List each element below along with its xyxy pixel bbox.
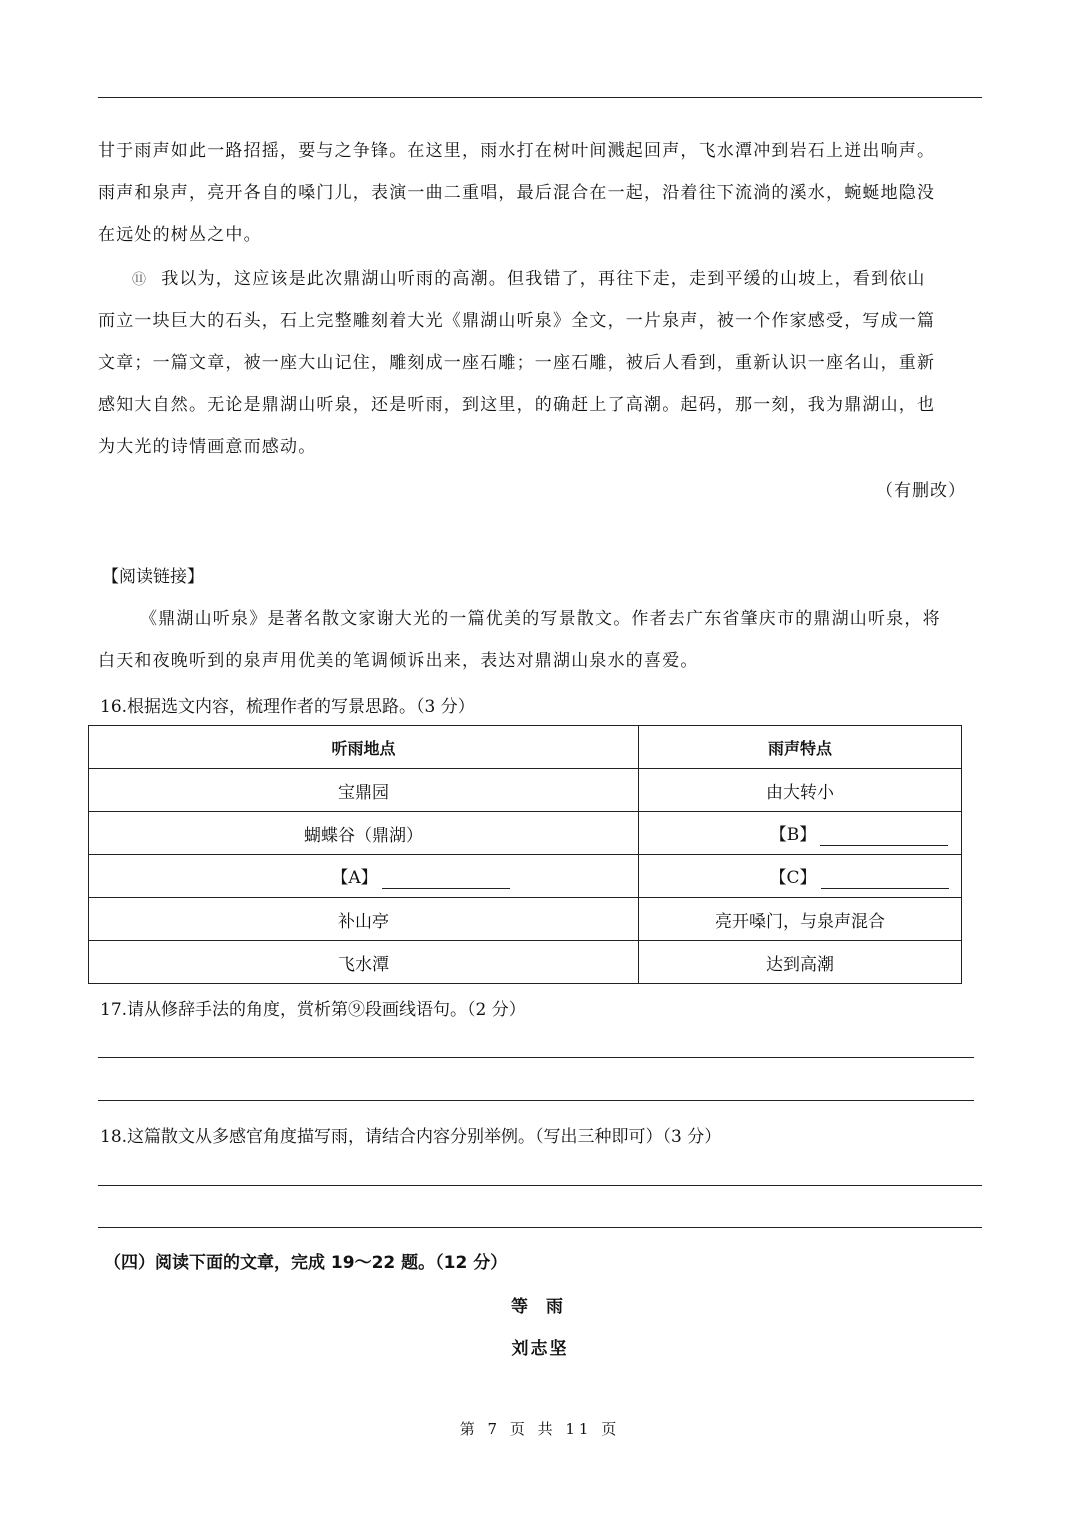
table-row xyxy=(89,941,962,984)
text-line: 甘于雨声如此一路招摇，要与之争锋。在这里，雨水打在树叶间溅起回声，飞水潭冲到岩石上迸出响声。 xyxy=(98,141,936,161)
answer-blank-c[interactable] xyxy=(821,870,949,889)
reading-link-title: 【阅读链接】 xyxy=(102,567,204,587)
blank-label: 【B】 xyxy=(769,825,817,845)
text-line: 在远处的树丛之中。 xyxy=(98,225,262,245)
text-line: 《鼎湖山听泉》是著名散文家谢大光的一篇优美的写景散文。作者去广东省肇庆市的鼎湖山听泉，将 xyxy=(140,609,941,629)
table-cell-blank-b xyxy=(639,812,962,855)
table-row xyxy=(89,812,962,855)
question-17: 17.请从修辞手法的角度，赏析第⑨段画线语句。（2 分） xyxy=(100,1000,526,1020)
paragraph-10 xyxy=(98,130,982,256)
blank-label: 【A】 xyxy=(331,868,378,888)
answer-blank-a[interactable] xyxy=(382,870,510,889)
question-16: 16.根据选文内容，梳理作者的写景思路。（3 分） xyxy=(100,697,475,717)
table-row xyxy=(89,898,962,941)
section-heading: （四）阅读下面的文章，完成 19～22 题。（12 分） xyxy=(104,1253,508,1273)
table-cell-blank-a xyxy=(89,855,639,898)
table-cell: 飞水潭 xyxy=(89,941,639,984)
column-header-location: 听雨地点 xyxy=(89,726,639,769)
text-line: 而立一块巨大的石头，石上完整雕刻着大光《鼎湖山听泉》全文，一片泉声，被一个作家感受，写成一篇 xyxy=(98,311,936,331)
answer-line[interactable] xyxy=(98,1100,974,1101)
column-header-rain-feature: 雨声特点 xyxy=(639,726,962,769)
answer-blank-b[interactable] xyxy=(820,827,948,846)
text-line: 为大光的诗情画意而感动。 xyxy=(98,437,317,457)
text-line: 感知大自然。无论是鼎湖山听泉，还是听雨，到这里，的确赶上了高潮。起码，那一刻，我为鼎湖山，也 xyxy=(98,395,936,415)
table-cell-blank-c xyxy=(639,855,962,898)
table-cell: 宝鼎园 xyxy=(89,769,639,812)
text-line: 白天和夜晚听到的泉声用优美的笔调倾诉出来，表达对鼎湖山泉水的喜爱。 xyxy=(98,651,699,671)
page-footer: 第 7 页 共 11 页 xyxy=(459,1420,621,1438)
article-author: 刘志坚 xyxy=(511,1339,569,1359)
source-note: （有删改） xyxy=(876,481,966,501)
table-cell: 蝴蝶谷（鼎湖） xyxy=(89,812,639,855)
article-title: 等 雨 xyxy=(511,1297,569,1317)
reading-link-text xyxy=(98,598,982,682)
table-row xyxy=(89,769,962,812)
blank-label: 【C】 xyxy=(769,868,817,888)
table-row xyxy=(89,855,962,898)
question-18: 18.这篇散文从多感官角度描写雨，请结合内容分别举例。（写出三种即可）（3 分） xyxy=(100,1127,722,1147)
text-line: 雨声和泉声，亮开各自的嗓门儿，表演一曲二重唱，最后混合在一起，沿着往下流淌的溪水，蜿蜒地隐没 xyxy=(98,183,936,203)
paragraph-number: ⑪ xyxy=(132,272,148,288)
writing-route-table xyxy=(88,725,962,984)
table-header-row xyxy=(89,726,962,769)
answer-line[interactable] xyxy=(98,1185,982,1186)
table-cell: 由大转小 xyxy=(639,769,962,812)
text-line: 我以为，这应该是此次鼎湖山听雨的高潮。但我错了，再往下走，走到平缓的山坡上，看到依山 xyxy=(161,269,926,289)
paragraph-11 xyxy=(98,258,982,468)
table-cell: 补山亭 xyxy=(89,898,639,941)
table-cell: 达到高潮 xyxy=(639,941,962,984)
text-line: 文章；一篇文章，被一座大山记住，雕刻成一座石雕；一座石雕，被后人看到，重新认识一座名山，重新 xyxy=(98,353,936,373)
table-cell: 亮开嗓门，与泉声混合 xyxy=(639,898,962,941)
answer-line[interactable] xyxy=(98,1057,974,1058)
header-rule xyxy=(98,97,982,98)
answer-line[interactable] xyxy=(98,1227,982,1228)
